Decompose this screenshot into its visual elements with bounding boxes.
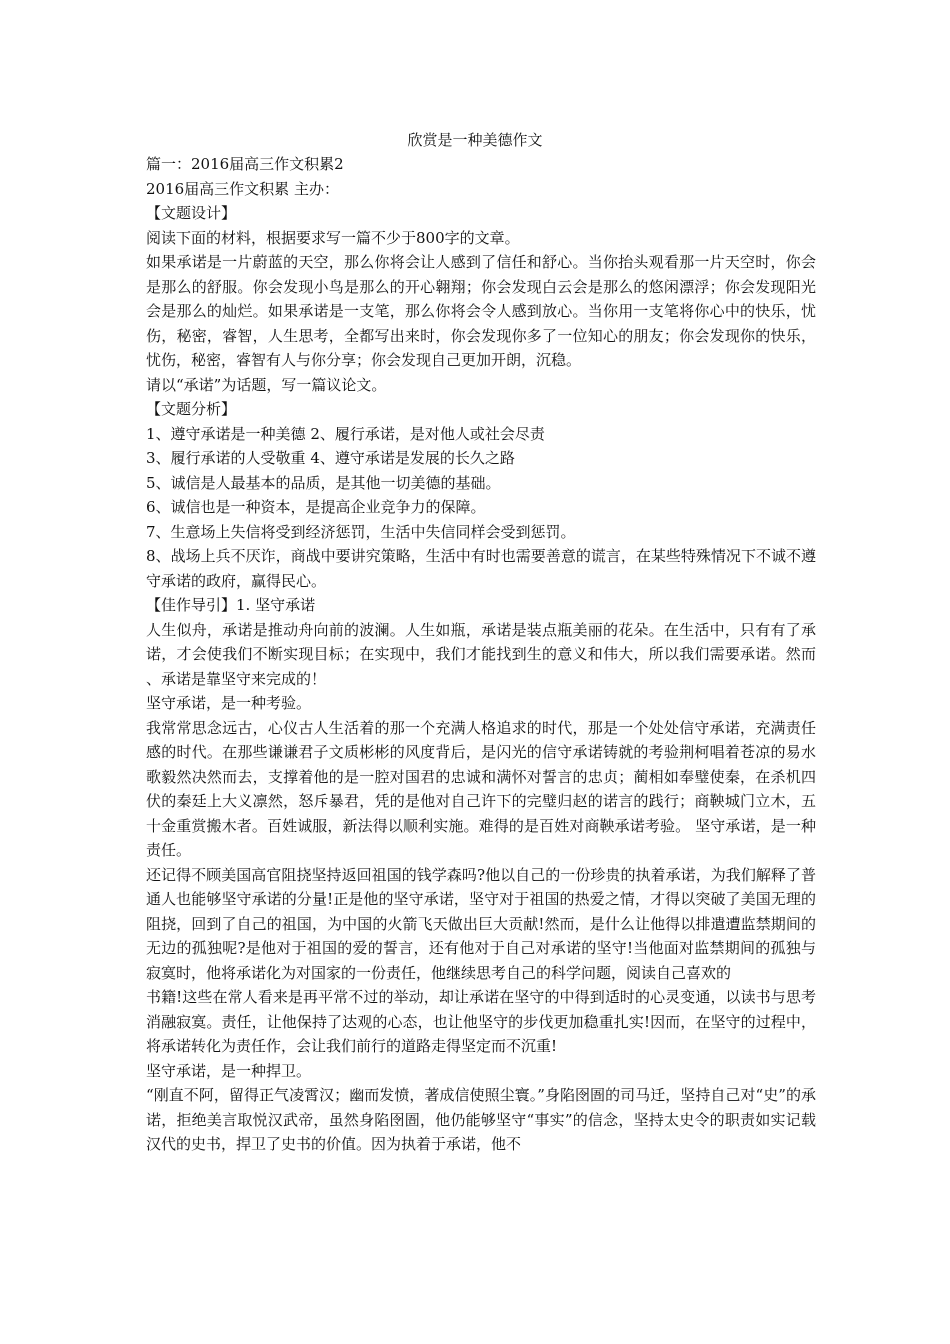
section-label-topic-design: 【文题设计】 — [146, 204, 237, 222]
essay-paragraph: 还记得不顾美国高官阻挠坚持返回祖国的钱学森吗?他以自己的一份珍贵的执着承诺，为我们解释了普通人也能够坚守承诺的分量!正是他的坚守承诺，坚守对于祖国的热爱之情，才得以突破了美国无理的阻挠，回到了自己的祖国，为中国的火箭飞天做出巨大贡献!然而，是什么让他得以排遣遭监禁期间的无边的孤独呢?是他对于祖国的爱的誓言，还有他对于自己对承诺的坚守!当他面对监禁期间的孤独与寂寞时，他将承诺化为对国家的一份责任，他继续思考自己的科学问题，阅读自己喜欢的 — [146, 865, 816, 982]
paragraph-instruction: 阅读下面的材料，根据要求写一篇不少于800字的文章。 — [146, 228, 520, 247]
document-title: 欣赏是一种美德作文 — [407, 131, 543, 149]
section-label-topic-analysis: 【文题分析】 — [146, 400, 237, 418]
paragraph-material: 如果承诺是一片蔚蓝的天空，那么你将会让人感到了信任和舒心。当你抬头观看那一片天空时，你会是那么的舒服。你会发现小鸟是那么的开心翱翔；你会发现白云会是那么的悠闲漂浮；你会发现阳光会是那么的灿烂。如果承诺是一支笔，那么你将会令人感到放心。当你用一支笔将你心中的快乐，忧伤，秘密，睿智，人生思考，全都写出来时，你会发现你多了一位知心的朋友；你会发现你的快乐，忧伤，秘密，睿智有人与你分享；你会发现自己更加开朗，沉稳。 — [146, 253, 816, 369]
document-body — [146, 152, 816, 1157]
essay-paragraph: 我常常思念远古，心仪古人生活着的那一个充满人格追求的时代，那是一个处处信守承诺，充满责任感的时代。在那些谦谦君子文质彬彬的风度背后，是闪光的信守承诺铸就的考验荆柯唱着苍凉的易水歌毅然决然而去，支撑着他的是一腔对国君的忠诚和满怀对誓言的忠贞；蔺相如奉璧使秦，在杀机四伏的秦廷上大义凛然，怒斥暴君，凭的是他对自己许下的完璧归赵的诺言的践行；商鞅城门立木，五十金重赏搬木者。百姓诚服，新法得以顺利实施。难得的是百姓对商鞅承诺考验。 坚守承诺，是一种责任。 — [146, 718, 816, 859]
paragraph-task: 请以“承诺”为话题，写一篇议论文。 — [146, 375, 387, 394]
analysis-item: 7、生意场上失信将受到经济惩罚，生活中失信同样会受到惩罚。 — [146, 522, 576, 541]
analysis-item: 6、诚信也是一种资本，是提高企业竞争力的保障。 — [146, 498, 486, 516]
analysis-item: 1、遵守承诺是一种美德 2、履行承诺，是对他人或社会尽责 — [146, 424, 545, 443]
section-label-sample-essay: 【佳作导引】1. 坚守承诺 — [146, 596, 316, 614]
essay-paragraph: 人生似舟，承诺是推动舟向前的波澜。人生如瓶，承诺是装点瓶美丽的花朵。在生活中，只有有了承诺，才会使我们不断实现目标；在实现中，我们才能找到生的意义和伟大，所以我们需要承诺。然而、承诺是靠坚守来完成的！ — [146, 620, 816, 688]
essay-paragraph: 书籍!这些在常人看来是再平常不过的举动，却让承诺在坚守的中得到适时的心灵变通，以读书与思考消融寂寞。责任，让他保持了达观的心态，也让他坚守的步伐更加稳重扎实!因而，在坚守的过程中，将承诺转化为责任作，会让我们前行的道路走得坚定而不沉重! — [146, 988, 816, 1055]
essay-paragraph: “刚直不阿，留得正气凌霄汉；幽而发愤，著成信使照尘寰。”身陷囹圄的司马迁，坚持自己对“史”的承诺，拒绝美言取悦汉武帝，虽然身陷囹圄，他仍能够坚守“事实”的信念，坚持太史令的职责如实记载汉代的史书，捍卫了史书的价值。因为执着于承诺，他不 — [146, 1086, 816, 1153]
section-heading-pian-yi: 篇一：2016届高三作文积累2 — [146, 155, 344, 173]
analysis-item: 3、履行承诺的人受敬重 4、遵守承诺是发展的长久之路 — [146, 449, 515, 467]
essay-paragraph: 坚守承诺，是一种考验。 — [146, 694, 312, 712]
analysis-item: 5、诚信是人最基本的品质，是其他一切美德的基础。 — [146, 473, 501, 492]
essay-paragraph: 坚守承诺，是一种捍卫。 — [146, 1061, 312, 1080]
doc-subtitle: 2016届高三作文积累 主办： — [146, 179, 339, 198]
analysis-item: 8、战场上兵不厌诈，商战中要讲究策略，生活中有时也需要善意的谎言，在某些特殊情况下不诚不遵守承诺的政府，赢得民心。 — [146, 547, 816, 590]
